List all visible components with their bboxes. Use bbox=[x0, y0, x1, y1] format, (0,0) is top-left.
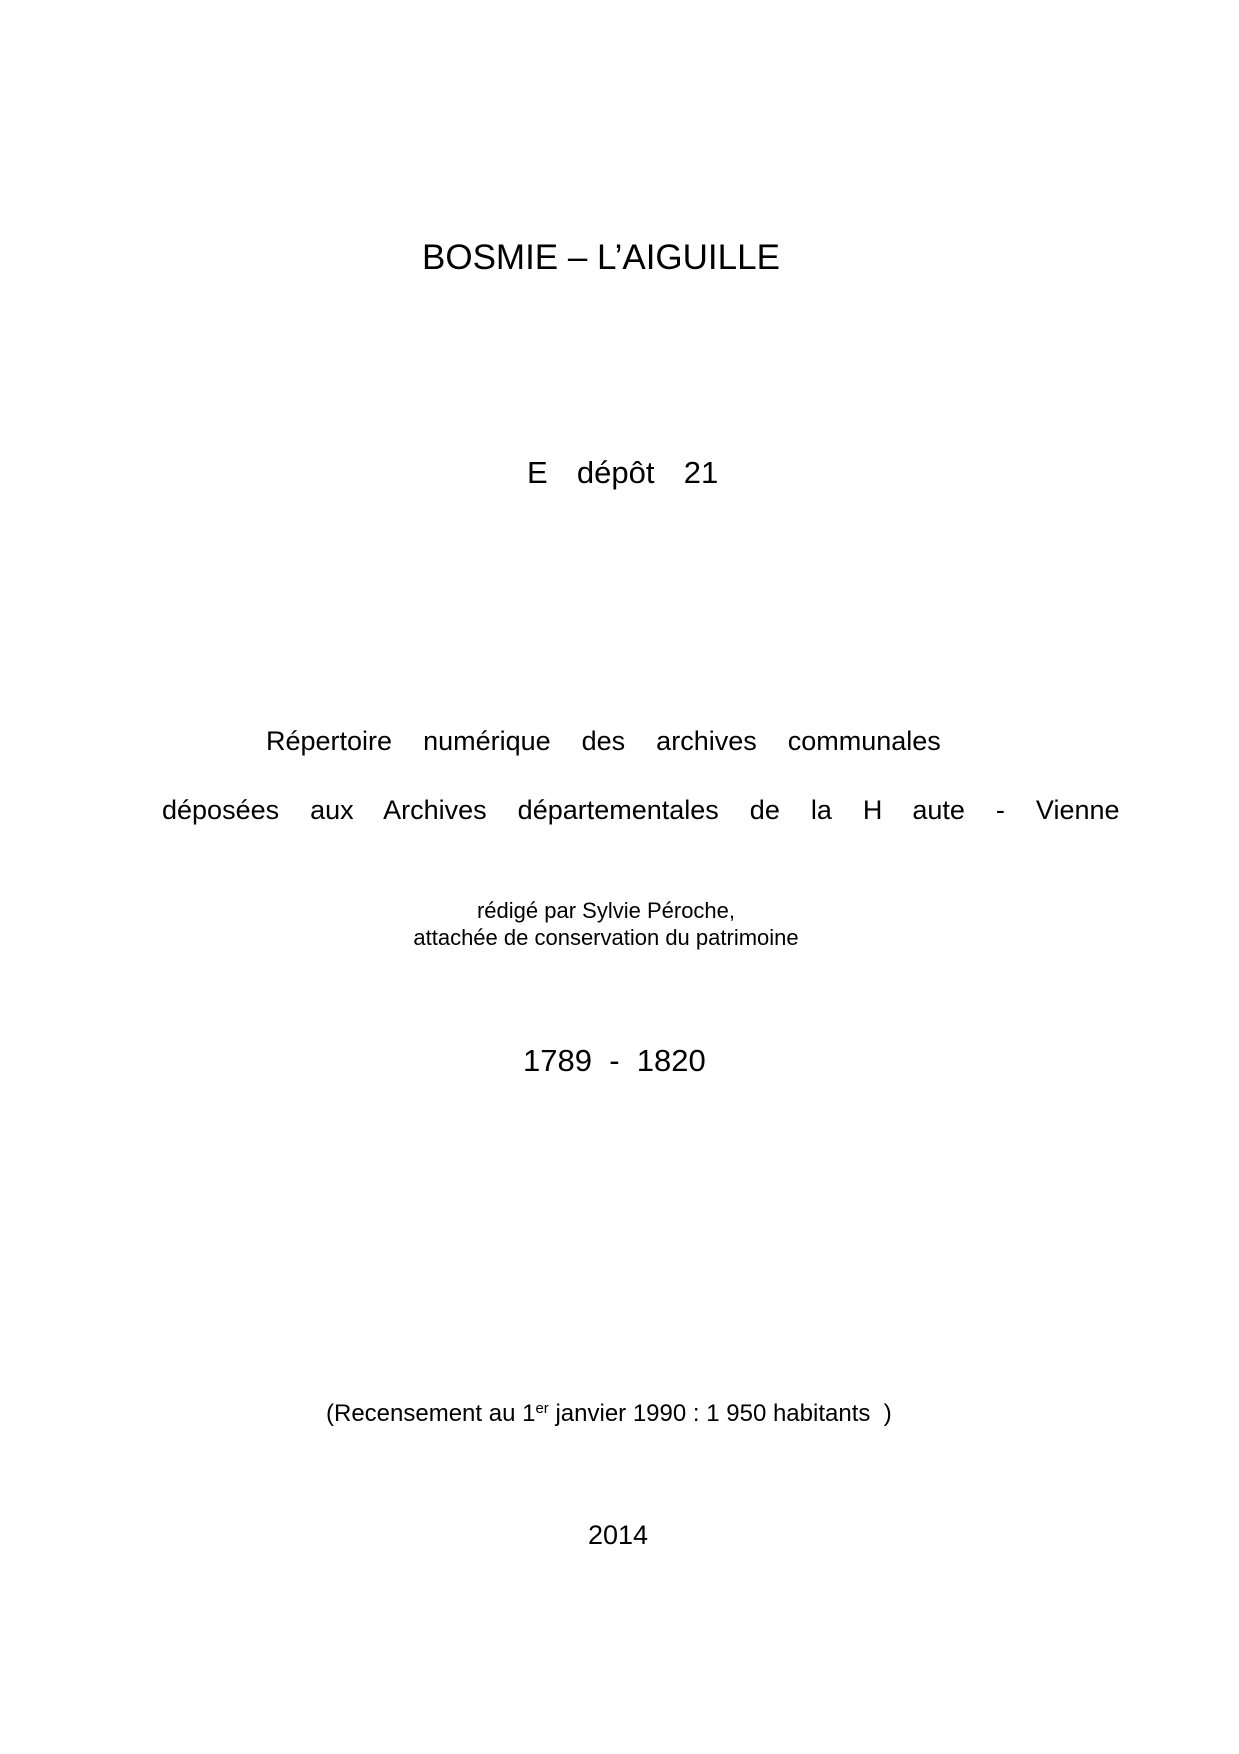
census-prefix: (Recensement au 1 bbox=[326, 1400, 536, 1427]
census-ordinal: er bbox=[535, 1400, 549, 1417]
date-range: 1789 - 1820 bbox=[523, 1043, 706, 1078]
author-line-1: rédigé par Sylvie Péroche, bbox=[476, 898, 736, 923]
subtitle-line-2 bbox=[162, 797, 1120, 824]
subtitle-line-1: Répertoire numérique des archives communales bbox=[266, 726, 941, 756]
census-note bbox=[326, 1402, 892, 1426]
subtitle-line-2-part-a: déposées aux Archives départementales de la H bbox=[162, 795, 883, 825]
author-line-2: attachée de conservation du patrimoine bbox=[413, 925, 799, 950]
subtitle-line-2-part-b: aute - Vienne bbox=[912, 795, 1120, 825]
archive-reference: E dépôt 21 bbox=[527, 455, 719, 490]
document-title: BOSMIE – L’AIGUILLE bbox=[422, 238, 780, 277]
publication-year: 2014 bbox=[588, 1520, 649, 1550]
census-suffix: janvier 1990 : 1 950 habitants ) bbox=[548, 1400, 892, 1427]
